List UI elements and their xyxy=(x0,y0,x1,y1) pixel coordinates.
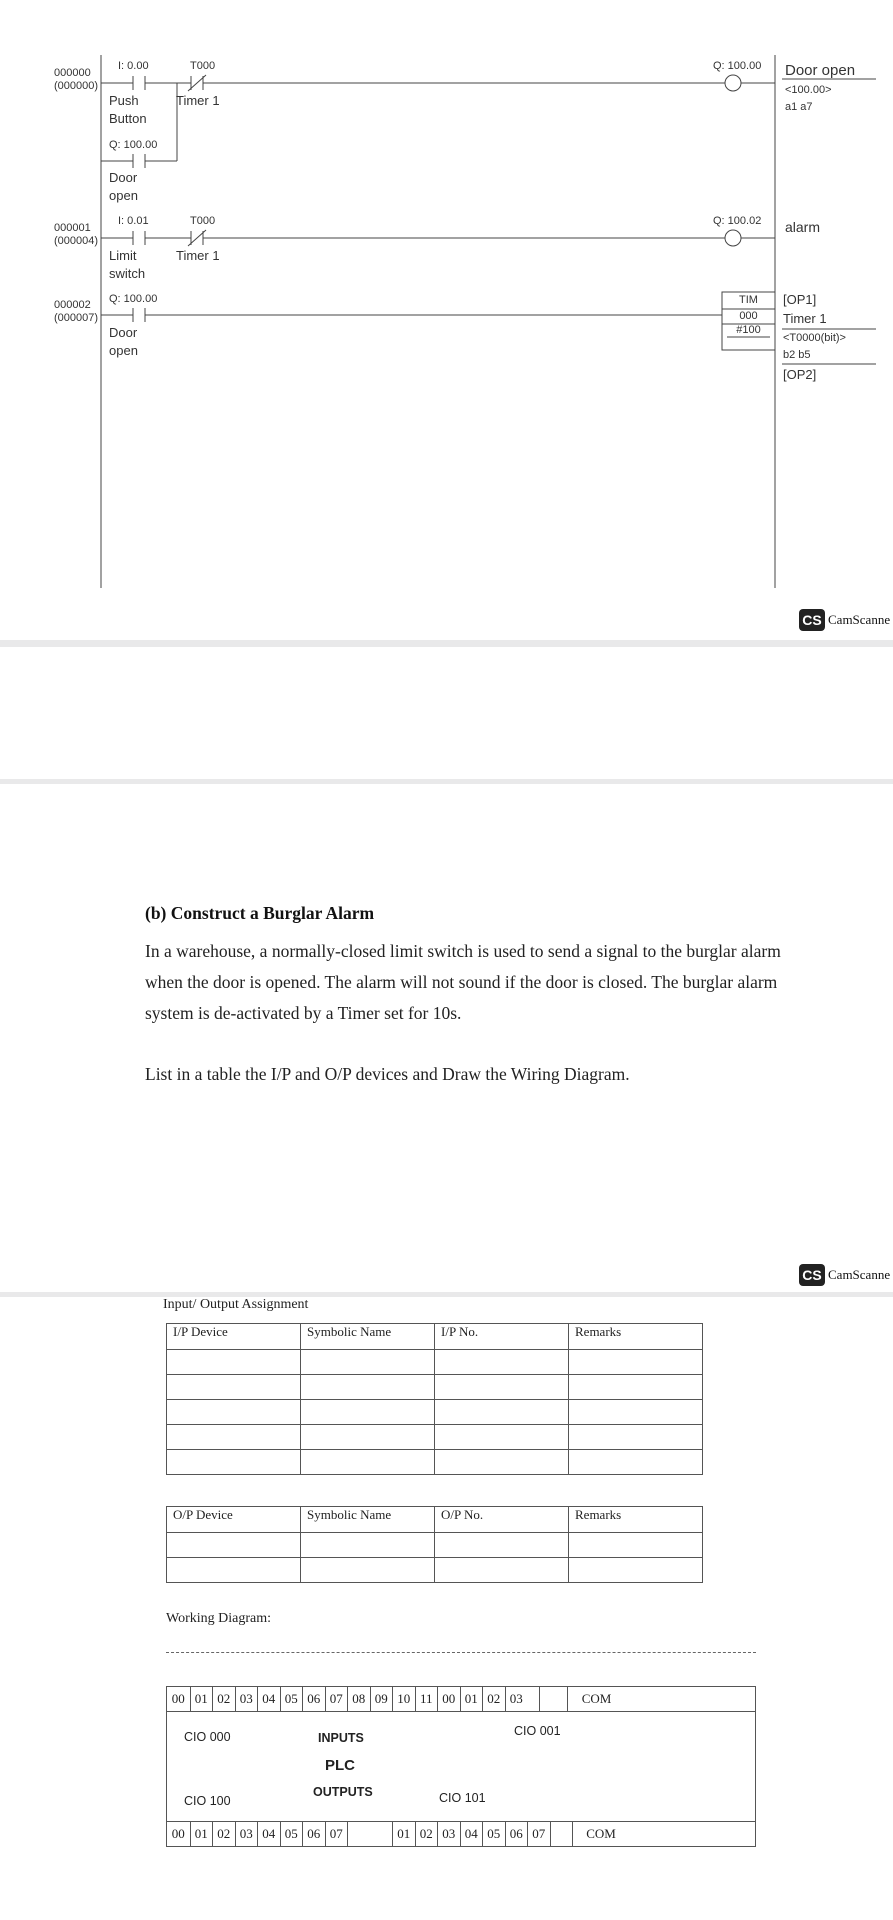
output-terminal-100-1[interactable]: 01 xyxy=(190,1822,213,1846)
io-assignment-title: Input/ Output Assignment xyxy=(163,1297,309,1312)
column-header: O/P No. xyxy=(435,1507,569,1533)
table-cell[interactable] xyxy=(435,1450,569,1475)
output-terminal-101-3[interactable]: 04 xyxy=(460,1822,483,1846)
column-header: Remarks xyxy=(569,1324,703,1350)
output-terminal-101-4[interactable]: 05 xyxy=(482,1822,505,1846)
blank-terminal[interactable] xyxy=(539,1687,567,1711)
camscanner-watermark: CamScanne xyxy=(828,612,891,627)
column-header: Remarks xyxy=(569,1507,703,1533)
table-cell[interactable] xyxy=(435,1400,569,1425)
coil-address: Q: 100.02 xyxy=(713,215,762,227)
operand-1-name: Timer 1 xyxy=(783,311,827,326)
wiring-title: Working Diagram: xyxy=(166,1611,272,1626)
output-terminal-101-0[interactable]: 01 xyxy=(392,1822,415,1846)
table-cell[interactable] xyxy=(435,1558,569,1583)
table-cell[interactable] xyxy=(167,1375,301,1400)
timer-contact-address: T000 xyxy=(190,215,216,227)
input-terminal-9[interactable]: 09 xyxy=(370,1687,393,1711)
input-terminal-14[interactable]: 02 xyxy=(482,1687,505,1711)
input-table xyxy=(166,1323,703,1475)
table-cell[interactable] xyxy=(167,1425,301,1450)
table-row xyxy=(167,1533,703,1558)
table-cell[interactable] xyxy=(167,1400,301,1425)
output-terminal-101-2[interactable]: 03 xyxy=(437,1822,460,1846)
output-terminal-101-5[interactable]: 06 xyxy=(505,1822,528,1846)
output-terminal-100-4[interactable]: 04 xyxy=(257,1822,280,1846)
cio-100-label: CIO 100 xyxy=(184,1794,231,1808)
table-cell[interactable] xyxy=(301,1400,435,1425)
question-body: In a warehouse, a normally-closed limit switch is used to send a signal to the burglar alarm when the door is opened. The alarm will not sound if the door is closed. The burglar alarm system is de-activated by a Timer set for 10s. xyxy=(145,941,781,1023)
operand-1-ref: <T0000(bit)> xyxy=(783,332,846,344)
contact-address: I: 0.00 xyxy=(118,60,149,72)
input-terminal-1[interactable]: 01 xyxy=(190,1687,213,1711)
question-title: (b) Construct a Burglar Alarm xyxy=(145,903,375,923)
camscanner-watermark: CamScanne xyxy=(828,1267,891,1282)
output-com-terminal[interactable]: COM xyxy=(572,1822,630,1846)
column-header: O/P Device xyxy=(167,1507,301,1533)
branch-contact-address: Q: 100.00 xyxy=(109,139,158,151)
cio-001-label: CIO 001 xyxy=(514,1724,561,1738)
table-cell[interactable] xyxy=(435,1375,569,1400)
cio-000-label: CIO 000 xyxy=(184,1730,231,1744)
page-separator xyxy=(0,1292,893,1297)
output-terminal-100-7[interactable]: 07 xyxy=(325,1822,348,1846)
rung-number-2: 000002 (000007) xyxy=(54,299,99,324)
table-cell[interactable] xyxy=(435,1350,569,1375)
input-terminal-10[interactable]: 10 xyxy=(392,1687,415,1711)
input-terminal-12[interactable]: 00 xyxy=(437,1687,460,1711)
table-cell[interactable] xyxy=(301,1533,435,1558)
table-row xyxy=(167,1558,703,1583)
input-terminal-8[interactable]: 08 xyxy=(347,1687,370,1711)
table-cell[interactable] xyxy=(301,1375,435,1400)
table-cell[interactable] xyxy=(301,1558,435,1583)
output-terminal-100-0[interactable]: 00 xyxy=(171,1826,185,1841)
timer-contact-address: T000 xyxy=(190,60,216,72)
blank-terminal[interactable] xyxy=(550,1822,572,1846)
table-row xyxy=(167,1450,703,1475)
output-terminal-100-2[interactable]: 02 xyxy=(212,1822,235,1846)
output-terminal-100-3[interactable]: 03 xyxy=(235,1822,258,1846)
table-cell[interactable] xyxy=(569,1350,703,1375)
table-header-row xyxy=(167,1324,703,1350)
camscanner-logo: CS xyxy=(799,609,825,631)
table-row xyxy=(167,1375,703,1400)
table-cell[interactable] xyxy=(569,1450,703,1475)
contact-label: Door open xyxy=(109,325,138,358)
timer-number: 000 xyxy=(739,310,758,322)
output-terminal-101-6[interactable]: 07 xyxy=(527,1822,550,1846)
rung-number-0: 000000 (000000) xyxy=(54,67,99,92)
branch-contact-label: Door open xyxy=(109,170,138,203)
input-terminal-11[interactable]: 11 xyxy=(415,1687,438,1711)
table-row xyxy=(167,1400,703,1425)
table-row xyxy=(167,1425,703,1450)
output-terminal-101-1[interactable]: 02 xyxy=(415,1822,438,1846)
output-name: Door open xyxy=(785,62,856,79)
column-header: Symbolic Name xyxy=(301,1324,435,1350)
output-terminal-100-5[interactable]: 05 xyxy=(280,1822,303,1846)
input-terminal-4[interactable]: 04 xyxy=(257,1687,280,1711)
column-header: Symbolic Name xyxy=(301,1507,435,1533)
output-name: alarm xyxy=(785,219,821,235)
page-separator xyxy=(0,779,893,784)
plc-label: PLC xyxy=(325,1757,355,1774)
coil-address: Q: 100.00 xyxy=(713,60,762,72)
blank-terminal[interactable] xyxy=(347,1822,392,1846)
input-terminal-5[interactable]: 05 xyxy=(280,1687,303,1711)
cio-101-label: CIO 101 xyxy=(439,1791,486,1805)
table-cell[interactable] xyxy=(435,1533,569,1558)
top-terminal-strip xyxy=(167,1687,755,1711)
table-cell[interactable] xyxy=(167,1350,301,1375)
table-cell[interactable] xyxy=(569,1375,703,1400)
table-cell[interactable] xyxy=(569,1425,703,1450)
dashed-rule xyxy=(166,1652,756,1653)
table-cell[interactable] xyxy=(301,1350,435,1375)
output-xref: a1 a7 xyxy=(785,101,813,113)
table-cell[interactable] xyxy=(301,1425,435,1450)
question-instruction: List in a table the I/P and O/P devices and Draw the Wiring Diagram. xyxy=(145,1064,630,1084)
table-cell[interactable] xyxy=(167,1450,301,1475)
input-terminal-0[interactable]: 00 xyxy=(171,1691,185,1706)
table-cell[interactable] xyxy=(569,1558,703,1583)
table-cell[interactable] xyxy=(569,1533,703,1558)
contact-address: I: 0.01 xyxy=(118,215,149,227)
input-terminal-7[interactable]: 07 xyxy=(325,1687,348,1711)
output-table xyxy=(166,1506,703,1583)
page-separator xyxy=(0,640,893,647)
input-terminal-13[interactable]: 01 xyxy=(460,1687,483,1711)
operand-1-xref: b2 b5 xyxy=(783,349,811,361)
table-cell[interactable] xyxy=(435,1425,569,1450)
input-terminal-6[interactable]: 06 xyxy=(302,1687,325,1711)
contact-label: Push Button xyxy=(109,93,147,126)
output-ref: <100.00> xyxy=(785,84,832,96)
table-header-row xyxy=(167,1507,703,1533)
timer-block-label: TIM xyxy=(739,294,758,306)
input-com-terminal[interactable]: COM xyxy=(567,1687,625,1711)
input-terminal-3[interactable]: 03 xyxy=(235,1687,258,1711)
operand-1: [OP1] xyxy=(783,292,817,307)
input-terminal-15[interactable]: 03 xyxy=(505,1687,528,1711)
camscanner-logo: CS xyxy=(799,1264,825,1286)
column-header: I/P No. xyxy=(435,1324,569,1350)
rung-number-1: 000001 (000004) xyxy=(54,222,99,247)
input-terminal-2[interactable]: 02 xyxy=(212,1687,235,1711)
contact-address: Q: 100.00 xyxy=(109,293,158,305)
timer-contact-label: Timer 1 xyxy=(176,93,220,108)
outputs-label: OUTPUTS xyxy=(313,1785,373,1799)
table-cell[interactable] xyxy=(569,1400,703,1425)
operand-2: [OP2] xyxy=(783,367,817,382)
plc-wiring-box xyxy=(166,1686,756,1847)
table-cell[interactable] xyxy=(301,1450,435,1475)
contact-label: Limit switch xyxy=(109,248,146,281)
timer-contact-label: Timer 1 xyxy=(176,248,220,263)
table-row xyxy=(167,1350,703,1375)
output-terminal-100-6[interactable]: 06 xyxy=(302,1822,325,1846)
table-cell[interactable] xyxy=(167,1533,301,1558)
top-terminal-divider xyxy=(167,1711,755,1712)
bottom-terminal-strip xyxy=(167,1822,755,1846)
column-header: I/P Device xyxy=(167,1324,301,1350)
timer-set-value: #100 xyxy=(736,324,761,336)
table-cell[interactable] xyxy=(167,1558,301,1583)
inputs-label: INPUTS xyxy=(318,1731,364,1745)
